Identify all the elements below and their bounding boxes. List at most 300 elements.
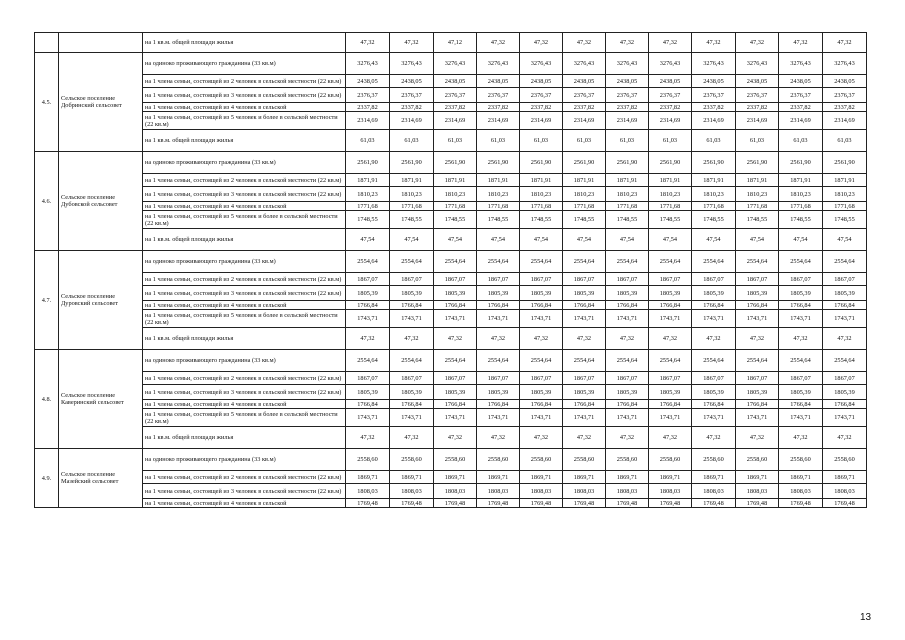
value-cell: 2554,64 (390, 350, 434, 372)
table-row (35, 427, 867, 449)
value-cell: 47,32 (477, 427, 520, 449)
row-description: на 1 члена семьи, состоящей из 2 человек в сельской местности (22 кв.м) (143, 273, 346, 286)
value-cell: 1810,23 (563, 187, 606, 202)
value-cell: 3276,43 (692, 53, 736, 75)
empty-settlement-cell (59, 33, 143, 53)
row-description: на 1 члена семьи, состоящей из 5 человек и более в сельской местности (22 кв.м) (143, 112, 346, 130)
table-row (35, 103, 867, 112)
value-cell: 2554,64 (649, 251, 692, 273)
value-cell: 2376,37 (823, 88, 867, 103)
table-row (35, 310, 867, 328)
value-cell: 1771,68 (736, 202, 779, 211)
value-cell: 2438,05 (823, 75, 867, 88)
table-row (35, 174, 867, 187)
table-row (35, 152, 867, 174)
value-cell: 47,32 (477, 328, 520, 350)
value-cell: 1805,39 (390, 286, 434, 301)
value-cell: 1869,71 (779, 471, 823, 484)
value-cell: 1766,84 (434, 400, 477, 409)
row-description: на 1 члена семьи, состоящей из 3 человек в сельской местности (22 кв.м) (143, 88, 346, 103)
value-cell: 1769,48 (346, 499, 390, 508)
table-row (35, 449, 867, 471)
value-cell: 1771,68 (346, 202, 390, 211)
value-cell: 61,03 (692, 130, 736, 152)
value-cell: 1766,84 (779, 400, 823, 409)
settlement-name: Сельское поселение Каверинский сельсовет (59, 350, 143, 449)
value-cell: 2554,64 (606, 350, 649, 372)
value-cell: 1743,71 (692, 310, 736, 328)
row-description: на 1 члена семьи, состоящей из 4 человек в сельской (143, 499, 346, 508)
value-cell: 1871,91 (606, 174, 649, 187)
value-cell: 1771,68 (606, 202, 649, 211)
value-cell: 1743,71 (823, 310, 867, 328)
value-cell: 47,32 (606, 427, 649, 449)
value-cell: 2558,60 (434, 449, 477, 471)
value-cell: 1771,68 (390, 202, 434, 211)
value-cell: 61,03 (823, 130, 867, 152)
value-cell: 2314,69 (779, 112, 823, 130)
value-cell: 61,03 (779, 130, 823, 152)
value-cell: 2314,69 (649, 112, 692, 130)
value-cell: 2554,64 (823, 350, 867, 372)
value-cell: 2438,05 (477, 75, 520, 88)
value-cell: 47,32 (390, 33, 434, 53)
value-cell: 1743,71 (823, 409, 867, 427)
value-cell: 1743,71 (779, 310, 823, 328)
value-cell: 1867,07 (520, 273, 563, 286)
value-cell: 1871,91 (346, 174, 390, 187)
row-description: на 1 члена семьи, состоящей из 2 человек в сельской местности (22 кв.м) (143, 471, 346, 484)
table-row (35, 229, 867, 251)
value-cell: 1743,71 (692, 409, 736, 427)
row-description: на 1 члена семьи, состоящей из 3 человек в сельской местности (22 кв.м) (143, 187, 346, 202)
value-cell: 2438,05 (779, 75, 823, 88)
value-cell: 1771,68 (823, 202, 867, 211)
value-cell: 2554,64 (477, 350, 520, 372)
row-description: на 1 члена семьи, состоящей из 4 человек в сельской (143, 103, 346, 112)
table-row (35, 202, 867, 211)
value-cell: 2337,82 (390, 103, 434, 112)
value-cell: 1867,07 (606, 372, 649, 385)
value-cell: 2337,82 (779, 103, 823, 112)
value-cell: 2561,90 (779, 152, 823, 174)
value-cell: 1810,23 (434, 187, 477, 202)
value-cell: 1769,48 (563, 499, 606, 508)
value-cell: 47,32 (563, 33, 606, 53)
value-cell: 1867,07 (390, 372, 434, 385)
value-cell: 1867,07 (649, 273, 692, 286)
value-cell: 47,32 (390, 328, 434, 350)
value-cell: 1769,48 (649, 499, 692, 508)
value-cell: 2376,37 (477, 88, 520, 103)
value-cell: 1810,23 (649, 187, 692, 202)
table-row (35, 409, 867, 427)
value-cell: 61,03 (563, 130, 606, 152)
value-cell: 1808,03 (477, 484, 520, 499)
value-cell: 47,32 (520, 328, 563, 350)
value-cell: 1743,71 (520, 310, 563, 328)
value-cell: 1808,03 (779, 484, 823, 499)
value-cell: 47,32 (736, 33, 779, 53)
value-cell: 1867,07 (477, 273, 520, 286)
value-cell: 1869,71 (606, 471, 649, 484)
row-description: на 1 члена семьи, состоящей из 3 человек в сельской местности (22 кв.м) (143, 385, 346, 400)
value-cell: 47,54 (692, 229, 736, 251)
value-cell: 1805,39 (736, 385, 779, 400)
value-cell: 1766,84 (563, 400, 606, 409)
value-cell: 1766,84 (520, 400, 563, 409)
value-cell: 1743,71 (649, 409, 692, 427)
value-cell: 1766,84 (779, 301, 823, 310)
value-cell: 2376,37 (606, 88, 649, 103)
value-cell: 1810,23 (520, 187, 563, 202)
value-cell: 2314,69 (477, 112, 520, 130)
table-row (35, 350, 867, 372)
value-cell: 1805,39 (390, 385, 434, 400)
value-cell: 3276,43 (520, 53, 563, 75)
value-cell: 1805,39 (520, 286, 563, 301)
table-row (35, 328, 867, 350)
value-cell: 1748,55 (692, 211, 736, 229)
value-cell: 1871,91 (434, 174, 477, 187)
value-cell: 2314,69 (520, 112, 563, 130)
value-cell: 47,54 (823, 229, 867, 251)
value-cell: 1743,71 (346, 310, 390, 328)
value-cell: 1810,23 (692, 187, 736, 202)
value-cell: 3276,43 (606, 53, 649, 75)
value-cell: 2438,05 (346, 75, 390, 88)
value-cell: 1766,84 (606, 301, 649, 310)
value-cell: 1743,71 (477, 310, 520, 328)
value-cell: 1805,39 (477, 286, 520, 301)
value-cell: 1810,23 (736, 187, 779, 202)
value-cell: 2558,60 (390, 449, 434, 471)
value-cell: 1743,71 (434, 310, 477, 328)
value-cell: 2554,64 (563, 350, 606, 372)
value-cell: 1869,71 (563, 471, 606, 484)
value-cell: 1867,07 (779, 372, 823, 385)
value-cell: 1867,07 (823, 372, 867, 385)
value-cell: 1867,07 (563, 372, 606, 385)
value-cell: 2554,64 (692, 350, 736, 372)
value-cell: 1867,07 (520, 372, 563, 385)
value-cell: 1805,39 (346, 385, 390, 400)
tariff-table (34, 32, 867, 508)
value-cell: 1805,39 (563, 286, 606, 301)
value-cell: 47,54 (520, 229, 563, 251)
value-cell: 3276,43 (563, 53, 606, 75)
table-row (35, 286, 867, 301)
value-cell: 47,32 (563, 328, 606, 350)
value-cell: 1743,71 (736, 310, 779, 328)
row-description: на 1 кв.м. общей площади жилья (143, 229, 346, 251)
value-cell: 3276,43 (779, 53, 823, 75)
row-description: на одиноко проживающего гражданина (33 кв.м) (143, 152, 346, 174)
value-cell: 1805,39 (736, 286, 779, 301)
table-row (35, 372, 867, 385)
value-cell: 47,32 (649, 33, 692, 53)
value-cell: 2558,60 (779, 449, 823, 471)
value-cell: 1867,07 (779, 273, 823, 286)
row-description: на 1 члена семьи, состоящей из 2 человек в сельской местности (22 кв.м) (143, 75, 346, 88)
value-cell: 1869,71 (346, 471, 390, 484)
value-cell: 2554,64 (563, 251, 606, 273)
value-cell: 2337,82 (736, 103, 779, 112)
value-cell: 1771,68 (520, 202, 563, 211)
value-cell: 47,32 (390, 427, 434, 449)
value-cell: 2438,05 (692, 75, 736, 88)
table-row (35, 130, 867, 152)
value-cell: 1810,23 (606, 187, 649, 202)
value-cell: 1743,71 (346, 409, 390, 427)
value-cell: 1867,07 (606, 273, 649, 286)
value-cell: 1805,39 (823, 286, 867, 301)
value-cell: 1766,84 (390, 301, 434, 310)
value-cell: 47,32 (779, 427, 823, 449)
value-cell: 1867,07 (434, 273, 477, 286)
value-cell: 47,32 (692, 328, 736, 350)
value-cell: 2376,37 (346, 88, 390, 103)
value-cell: 47,54 (736, 229, 779, 251)
value-cell: 61,03 (390, 130, 434, 152)
value-cell: 2558,60 (823, 449, 867, 471)
value-cell: 2337,82 (346, 103, 390, 112)
row-description: на 1 члена семьи, состоящей из 5 человек и более в сельской местности (22 кв.м) (143, 310, 346, 328)
value-cell: 1805,39 (434, 385, 477, 400)
value-cell: 1808,03 (823, 484, 867, 499)
value-cell: 2558,60 (346, 449, 390, 471)
value-cell: 1867,07 (346, 273, 390, 286)
value-cell: 1808,03 (736, 484, 779, 499)
value-cell: 2314,69 (823, 112, 867, 130)
value-cell: 47,32 (736, 328, 779, 350)
value-cell: 1769,48 (434, 499, 477, 508)
value-cell: 1743,71 (390, 310, 434, 328)
value-cell: 1871,91 (477, 174, 520, 187)
value-cell: 1808,03 (606, 484, 649, 499)
value-cell: 1810,23 (477, 187, 520, 202)
value-cell: 1766,84 (434, 301, 477, 310)
value-cell: 2438,05 (434, 75, 477, 88)
value-cell: 61,03 (477, 130, 520, 152)
value-cell: 1771,68 (692, 202, 736, 211)
table-row (35, 53, 867, 75)
value-cell: 2554,64 (434, 350, 477, 372)
value-cell: 1871,91 (779, 174, 823, 187)
value-cell: 2561,90 (390, 152, 434, 174)
value-cell: 47,32 (736, 427, 779, 449)
settlement-name: Сельское поселение Дуровский сельсовет (59, 251, 143, 350)
value-cell: 1771,68 (779, 202, 823, 211)
table-row (35, 273, 867, 286)
value-cell: 1808,03 (520, 484, 563, 499)
value-cell: 1867,07 (434, 372, 477, 385)
value-cell: 1766,84 (606, 400, 649, 409)
value-cell: 2554,64 (606, 251, 649, 273)
value-cell: 1805,39 (606, 385, 649, 400)
value-cell: 47,32 (823, 427, 867, 449)
value-cell: 1871,91 (520, 174, 563, 187)
value-cell: 2561,90 (692, 152, 736, 174)
value-cell: 1810,23 (823, 187, 867, 202)
row-description: на 1 члена семьи, состоящей из 3 человек в сельской местности (22 кв.м) (143, 484, 346, 499)
value-cell: 2561,90 (477, 152, 520, 174)
value-cell: 2558,60 (692, 449, 736, 471)
value-cell: 1769,48 (390, 499, 434, 508)
value-cell: 3276,43 (823, 53, 867, 75)
value-cell: 1871,91 (390, 174, 434, 187)
value-cell: 47,54 (390, 229, 434, 251)
value-cell: 47,32 (606, 33, 649, 53)
value-cell: 1766,84 (823, 301, 867, 310)
value-cell: 1805,39 (649, 385, 692, 400)
value-cell: 2337,82 (477, 103, 520, 112)
value-cell: 1743,71 (563, 409, 606, 427)
value-cell: 1769,48 (736, 499, 779, 508)
value-cell: 1748,55 (563, 211, 606, 229)
value-cell: 1766,84 (563, 301, 606, 310)
table-body (35, 33, 867, 508)
value-cell: 1743,71 (477, 409, 520, 427)
row-description: на одиноко проживающего гражданина (33 кв.м) (143, 53, 346, 75)
value-cell: 1867,07 (477, 372, 520, 385)
value-cell: 47,54 (346, 229, 390, 251)
value-cell: 3276,43 (649, 53, 692, 75)
value-cell: 1869,71 (823, 471, 867, 484)
value-cell: 1805,39 (434, 286, 477, 301)
value-cell: 1769,48 (606, 499, 649, 508)
value-cell: 2558,60 (649, 449, 692, 471)
value-cell: 2337,82 (823, 103, 867, 112)
value-cell: 47,32 (346, 328, 390, 350)
value-cell: 47,54 (779, 229, 823, 251)
value-cell: 47,54 (477, 229, 520, 251)
value-cell: 1766,84 (346, 301, 390, 310)
value-cell: 47,32 (520, 427, 563, 449)
value-cell: 2314,69 (390, 112, 434, 130)
value-cell: 1808,03 (692, 484, 736, 499)
value-cell: 1810,23 (390, 187, 434, 202)
value-cell: 47,32 (692, 33, 736, 53)
value-cell: 1748,55 (434, 211, 477, 229)
value-cell: 2337,82 (692, 103, 736, 112)
value-cell: 2561,90 (563, 152, 606, 174)
value-cell: 2337,82 (434, 103, 477, 112)
value-cell: 1805,39 (779, 385, 823, 400)
value-cell: 1766,84 (736, 400, 779, 409)
value-cell: 2337,82 (649, 103, 692, 112)
value-cell: 1769,48 (692, 499, 736, 508)
value-cell: 1871,91 (649, 174, 692, 187)
value-cell: 2337,82 (606, 103, 649, 112)
value-cell: 2376,37 (563, 88, 606, 103)
value-cell: 1867,07 (692, 372, 736, 385)
value-cell: 1869,71 (390, 471, 434, 484)
value-cell: 1869,71 (649, 471, 692, 484)
value-cell: 47,32 (434, 328, 477, 350)
group-index: 4.5. (35, 53, 59, 152)
value-cell: 1743,71 (736, 409, 779, 427)
value-cell: 3276,43 (346, 53, 390, 75)
value-cell: 1766,84 (823, 400, 867, 409)
group-index: 4.9. (35, 449, 59, 508)
value-cell: 1743,71 (649, 310, 692, 328)
table-row (35, 301, 867, 310)
table-row (35, 471, 867, 484)
table-row (35, 499, 867, 508)
value-cell: 3276,43 (477, 53, 520, 75)
row-description: на одиноко проживающего гражданина (33 кв.м) (143, 449, 346, 471)
table-row (35, 385, 867, 400)
value-cell: 3276,43 (390, 53, 434, 75)
value-cell: 2558,60 (606, 449, 649, 471)
value-cell: 1867,07 (823, 273, 867, 286)
value-cell: 1771,68 (477, 202, 520, 211)
row-description: на одиноко проживающего гражданина (33 кв.м) (143, 350, 346, 372)
value-cell: 2314,69 (606, 112, 649, 130)
value-cell: 2376,37 (434, 88, 477, 103)
value-cell: 1805,39 (346, 286, 390, 301)
value-cell: 47,32 (563, 427, 606, 449)
value-cell: 1805,39 (823, 385, 867, 400)
value-cell: 1748,55 (346, 211, 390, 229)
row-description: на 1 члена семьи, состоящей из 2 человек в сельской местности (22 кв.м) (143, 174, 346, 187)
value-cell: 1871,91 (736, 174, 779, 187)
value-cell: 1766,84 (477, 301, 520, 310)
value-cell: 2554,64 (823, 251, 867, 273)
value-cell: 1771,68 (563, 202, 606, 211)
value-cell: 1867,07 (692, 273, 736, 286)
value-cell: 2558,60 (477, 449, 520, 471)
value-cell: 47,54 (606, 229, 649, 251)
value-cell: 1869,71 (434, 471, 477, 484)
value-cell: 61,03 (346, 130, 390, 152)
value-cell: 1805,39 (606, 286, 649, 301)
value-cell: 1867,07 (390, 273, 434, 286)
value-cell: 2554,64 (390, 251, 434, 273)
value-cell: 47,54 (649, 229, 692, 251)
value-cell: 2554,64 (736, 350, 779, 372)
value-cell: 61,03 (736, 130, 779, 152)
value-cell: 2438,05 (563, 75, 606, 88)
value-cell: 1805,39 (692, 286, 736, 301)
group-index: 4.8. (35, 350, 59, 449)
row-description: на 1 кв.м. общей площади жилья (143, 328, 346, 350)
value-cell: 2554,64 (434, 251, 477, 273)
value-cell: 47,54 (563, 229, 606, 251)
table-row (35, 187, 867, 202)
value-cell: 2554,64 (520, 251, 563, 273)
empty-index-cell (35, 33, 59, 53)
value-cell: 2561,90 (434, 152, 477, 174)
value-cell: 1766,84 (390, 400, 434, 409)
value-cell: 1748,55 (390, 211, 434, 229)
value-cell: 2314,69 (346, 112, 390, 130)
row-description: на 1 члена семьи, состоящей из 4 человек в сельской (143, 400, 346, 409)
value-cell: 1766,84 (520, 301, 563, 310)
group-index: 4.7. (35, 251, 59, 350)
row-description: на 1 кв.м. общей площади жилья (143, 33, 346, 53)
value-cell: 2554,64 (779, 251, 823, 273)
row-description: на 1 члена семьи, состоящей из 5 человек и более в сельской местности (22 кв.м) (143, 409, 346, 427)
value-cell: 1805,39 (477, 385, 520, 400)
value-cell: 47,32 (649, 328, 692, 350)
value-cell: 2554,64 (520, 350, 563, 372)
value-cell: 2554,64 (346, 350, 390, 372)
value-cell: 1771,68 (649, 202, 692, 211)
value-cell: 1808,03 (390, 484, 434, 499)
value-cell: 1869,71 (736, 471, 779, 484)
